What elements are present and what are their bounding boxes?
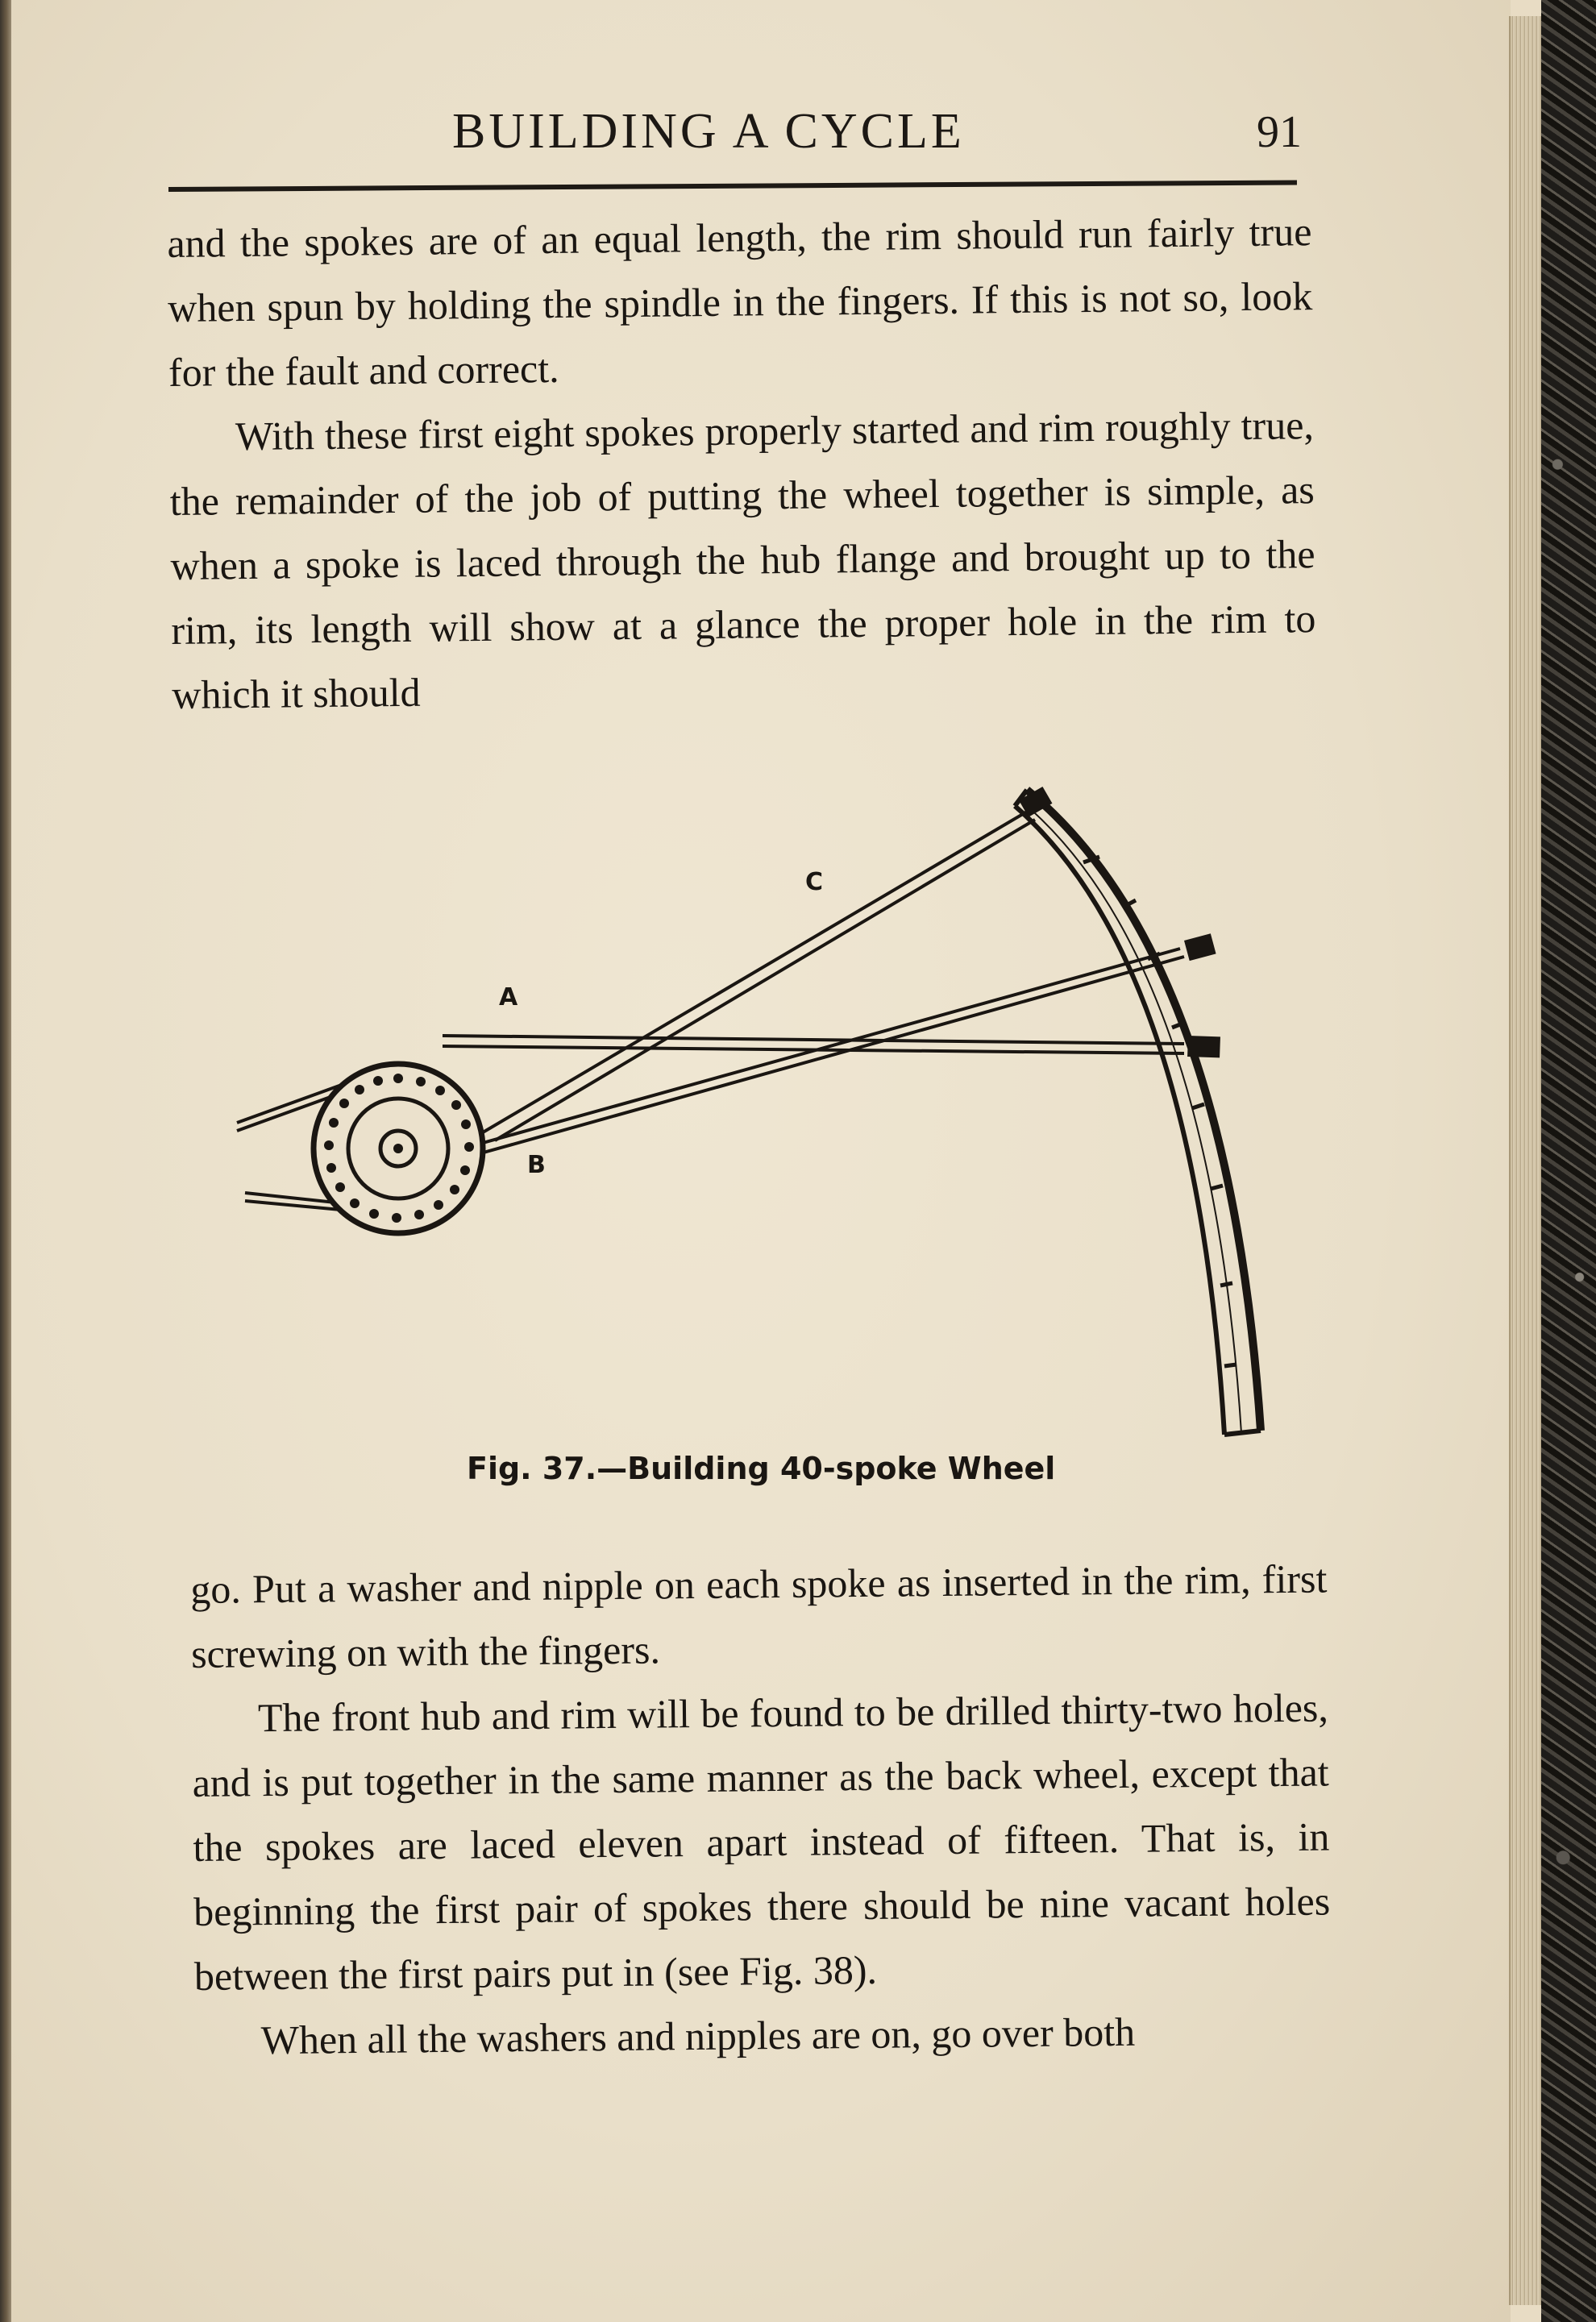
label-b: B <box>527 1151 546 1179</box>
body-text-top <box>167 199 1317 727</box>
figure-caption: Fig. 37.—Building 40-spoke Wheel <box>467 1451 1056 1486</box>
paragraph-eight-spokes: With these first eight spokes properly started and rim roughly true, the remainder of the job of putting the wheel together is simple, as when a spoke is laced through the hub flange and brought up to the rim, its length will show at a glance the proper hole in the rim to which it should <box>169 402 1316 717</box>
rim-groove <box>1020 800 1241 1433</box>
hub <box>314 1064 483 1233</box>
label-c: C <box>805 868 824 896</box>
marbled-cover <box>1541 0 1596 2322</box>
header-rule <box>168 180 1297 192</box>
paragraph-washer-nipple: go. Put a washer and nipple on each spoke as inserted in the rim, first screwing on with the fingers. <box>190 1556 1328 1676</box>
rim-outer <box>1027 790 1261 1431</box>
wheel-illustration <box>221 770 1301 1479</box>
page-number: 91 <box>1257 107 1302 157</box>
paragraph-front-hub: The front hub and rim will be found to be drilled thirty-two holes, and is put together in the same manner as the back wheel, except that the spokes are laced eleven apart instead of fifteen. That is, in beginning the first pair of spokes there should be nine vacant holes between the first pairs put in (see Fig. 38). <box>192 1684 1331 1999</box>
page-header <box>168 95 1302 184</box>
page-edges <box>1509 16 1543 2305</box>
paragraph-washers-on: When all the washers and nipples are on, go over both <box>260 2008 1136 2063</box>
paragraph-continued: and the spokes are of an equal length, the rim should run fairly true when spun by holding the spindle in the fingers. If this is not so, look for the fault and correct. <box>167 209 1313 395</box>
running-title: BUILDING A CYCLE <box>452 104 965 159</box>
body-text-bottom <box>190 1546 1332 2073</box>
rim-bottom-end <box>1224 1431 1261 1435</box>
figure-37 <box>221 770 1301 1479</box>
book-page <box>11 0 1511 2322</box>
label-a: A <box>499 983 518 1011</box>
